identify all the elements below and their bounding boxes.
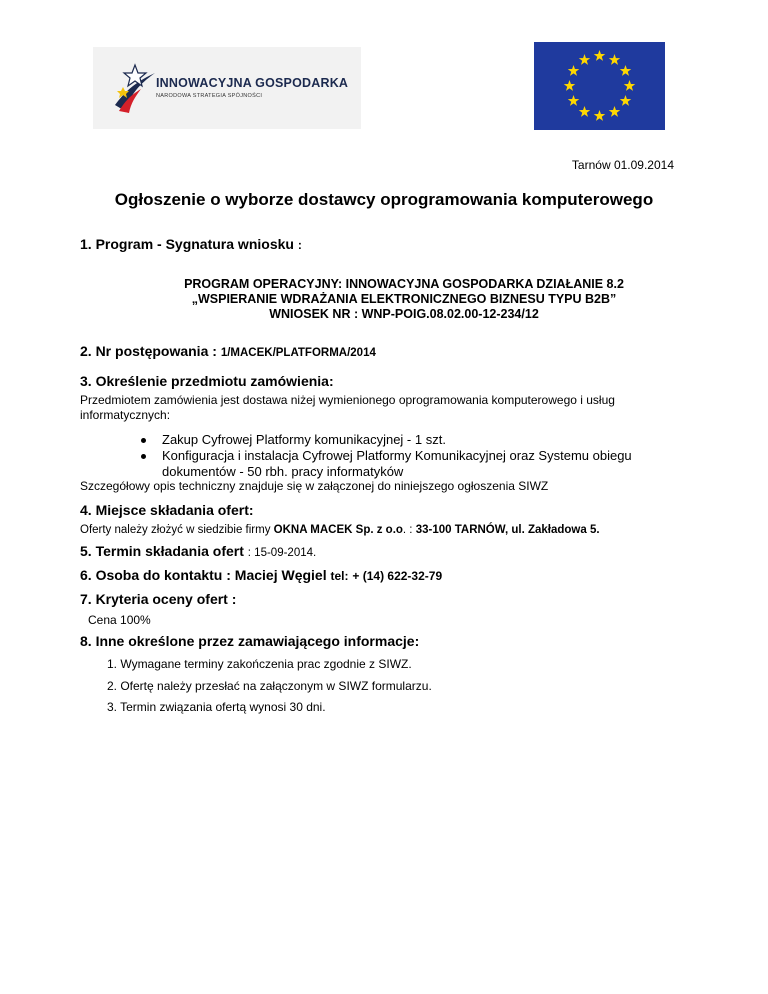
contact-phone: + (14) 622-32-79 bbox=[352, 569, 443, 583]
section2-heading-text: 2. Nr postępowania : bbox=[80, 343, 217, 359]
document-date: Tarnów 01.09.2014 bbox=[571, 158, 674, 172]
section3-intro-line2: informatycznych: bbox=[80, 408, 171, 422]
program-line-1: PROGRAM OPERACYJNY: INNOWACYJNA GOSPODARKA DZIAŁANIE 8.2 bbox=[184, 277, 624, 291]
contact-person: 6. Osoba do kontaktu : Maciej Węgiel bbox=[80, 567, 327, 583]
eu-star-icon bbox=[609, 54, 620, 65]
info-item-2: 2. Ofertę należy przesłać na załączonym w SIWZ formularzu. bbox=[107, 679, 432, 693]
eu-star-icon bbox=[624, 80, 635, 91]
company-address: 33-100 TARNÓW, ul. Zakładowa 5. bbox=[415, 524, 600, 536]
bullet-dot bbox=[141, 438, 146, 443]
logo-name: INNOWACYJNA GOSPODARKA bbox=[156, 76, 349, 90]
eu-flag-icon bbox=[534, 42, 665, 130]
section4-text-a: Oferty należy złożyć w siedzibie firmy bbox=[80, 524, 271, 536]
bullet-dot bbox=[141, 454, 146, 459]
section3-note: Szczegółowy opis techniczny znajduje się w załączonej do niniejszego ogłoszenia SIWZ bbox=[80, 479, 549, 493]
evaluation-criteria: Cena 100% bbox=[88, 613, 151, 627]
section5-heading-text: 5. Termin składania ofert bbox=[80, 543, 244, 559]
section1-heading bbox=[80, 236, 302, 252]
section4-text bbox=[80, 524, 600, 536]
section2-heading bbox=[80, 343, 376, 359]
eu-star-icon bbox=[568, 95, 579, 106]
procedure-number: 1/MACEK/PLATFORMA/2014 bbox=[220, 347, 376, 359]
bullet-item-2-cont: dokumentów - 50 rbh. pracy informatyków bbox=[162, 464, 404, 479]
section4-text-b: . : bbox=[402, 524, 413, 536]
logo-swoosh-icon bbox=[111, 61, 159, 115]
offer-deadline: : 15-09-2014. bbox=[247, 547, 317, 559]
eu-star-icon bbox=[594, 50, 605, 61]
section1-heading-text: 1. Program - Sygnatura wniosku bbox=[80, 236, 294, 252]
program-info-block bbox=[0, 277, 768, 322]
eu-star-icon bbox=[568, 65, 579, 76]
section8-heading: 8. Inne określone przez zamawiającego informacje: bbox=[80, 633, 420, 649]
section3-heading: 3. Określenie przedmiotu zamówienia: bbox=[80, 373, 334, 389]
eu-star-icon bbox=[620, 95, 631, 106]
eu-star-icon bbox=[609, 106, 620, 117]
bullet-item-2: Konfiguracja i instalacja Cyfrowej Platformy Komunikacyjnej oraz Systemu obiegu bbox=[162, 448, 632, 463]
eu-star-icon bbox=[579, 106, 590, 117]
tel-label: tel: bbox=[330, 569, 349, 583]
logo-subtitle: NARODOWA STRATEGIA SPÓJNOŚCI bbox=[156, 93, 263, 99]
section3-intro-line1: Przedmiotem zamówienia jest dostawa niżej wymienionego oprogramowania komputerowego i usług bbox=[80, 393, 615, 407]
section7-heading: 7. Kryteria oceny ofert : bbox=[80, 591, 237, 607]
program-line-2: „WSPIERANIE WDRAŻANIA ELEKTRONICZNEGO BIZNESU TYPU B2B” bbox=[191, 292, 617, 306]
eu-stars bbox=[534, 42, 665, 130]
info-item-1: 1. Wymagane terminy zakończenia prac zgodnie z SIWZ. bbox=[107, 657, 412, 671]
eu-star-icon bbox=[564, 80, 575, 91]
bullet-item-1: Zakup Cyfrowej Platformy komunikacyjnej - 1 szt. bbox=[162, 432, 446, 447]
eu-star-icon bbox=[579, 54, 590, 65]
section1-colon: : bbox=[297, 238, 302, 252]
section6-heading bbox=[80, 567, 442, 583]
info-item-3: 3. Termin związania ofertą wynosi 30 dni. bbox=[107, 700, 326, 714]
company-name: OKNA MACEK Sp. z o.o bbox=[273, 524, 403, 536]
document-title: Ogłoszenie o wyborze dostawcy oprogramowania komputerowego bbox=[114, 190, 654, 209]
innowacyjna-gospodarka-logo bbox=[93, 47, 361, 129]
program-line-3: WNIOSEK NR : WNP-POIG.08.02.00-12-234/12 bbox=[269, 307, 539, 321]
eu-star-icon bbox=[620, 65, 631, 76]
section5-heading bbox=[80, 543, 316, 559]
section4-heading: 4. Miejsce składania ofert: bbox=[80, 502, 254, 518]
eu-star-icon bbox=[594, 110, 605, 121]
